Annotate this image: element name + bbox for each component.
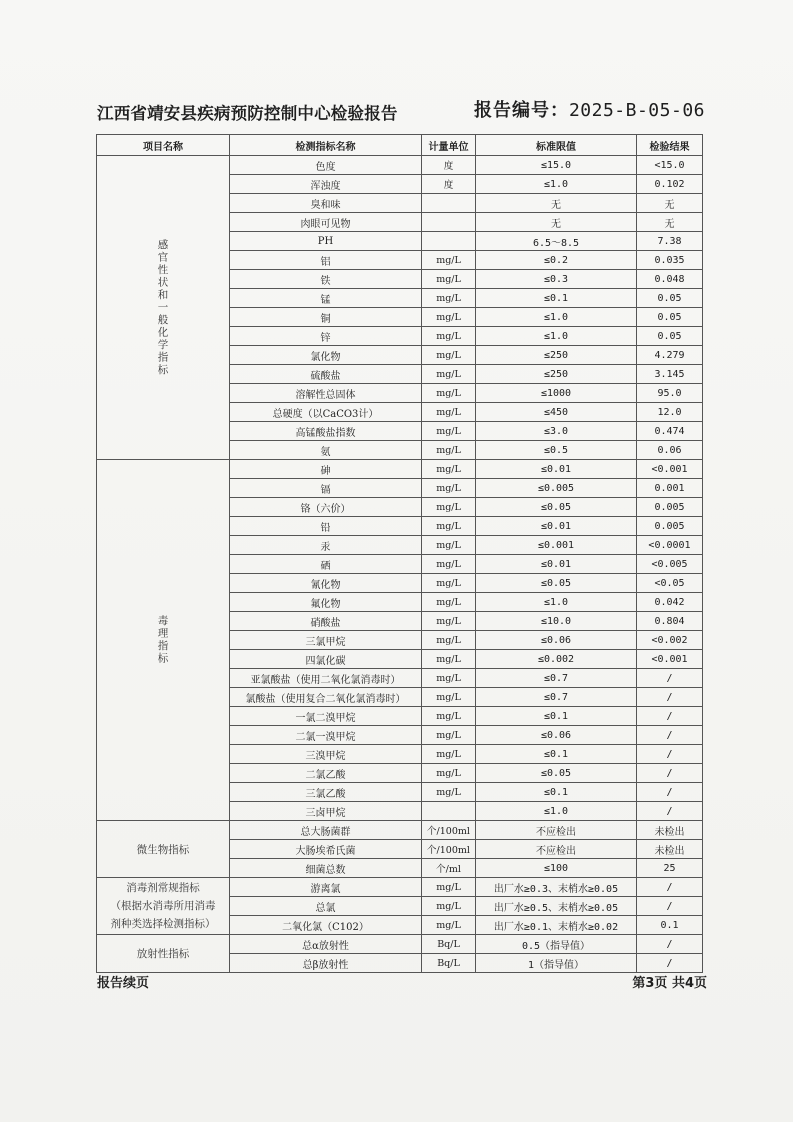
indicator-cell: 细菌总数	[230, 859, 422, 878]
unit-cell: Bq/L	[422, 954, 476, 973]
unit-cell: mg/L	[422, 479, 476, 498]
standard-cell: ≤0.5	[476, 441, 637, 460]
standard-cell: 不应检出	[476, 840, 637, 859]
result-cell: 0.1	[637, 916, 703, 935]
standard-cell: ≤0.01	[476, 517, 637, 536]
result-cell: /	[637, 745, 703, 764]
indicator-cell: 汞	[230, 536, 422, 555]
indicator-cell: 四氯化碳	[230, 650, 422, 669]
indicator-cell: 溶解性总固体	[230, 384, 422, 403]
standard-cell: ≤15.0	[476, 156, 637, 175]
unit-cell: mg/L	[422, 916, 476, 935]
indicator-cell: 铁	[230, 270, 422, 289]
result-cell: /	[637, 878, 703, 897]
unit-cell: mg/L	[422, 422, 476, 441]
unit-cell: mg/L	[422, 460, 476, 479]
result-cell: /	[637, 726, 703, 745]
standard-cell: ≤100	[476, 859, 637, 878]
indicator-cell: 臭和味	[230, 194, 422, 213]
standard-cell: ≤250	[476, 365, 637, 384]
standard-cell: ≤1.0	[476, 175, 637, 194]
indicator-cell: 肉眼可见物	[230, 213, 422, 232]
result-cell: 0.042	[637, 593, 703, 612]
unit-cell: 个/100ml	[422, 821, 476, 840]
unit-cell: mg/L	[422, 270, 476, 289]
unit-cell: mg/L	[422, 498, 476, 517]
result-cell: 无	[637, 213, 703, 232]
col-header-project: 项目名称	[97, 135, 230, 156]
standard-cell: ≤1.0	[476, 802, 637, 821]
result-cell: /	[637, 897, 703, 916]
table-header-row	[97, 135, 703, 156]
result-cell: <0.001	[637, 650, 703, 669]
report-title: 江西省靖安县疾病预防控制中心检验报告	[97, 104, 398, 123]
standard-cell: ≤0.05	[476, 764, 637, 783]
unit-cell: mg/L	[422, 878, 476, 897]
result-cell: 0.048	[637, 270, 703, 289]
standard-cell: ≤250	[476, 346, 637, 365]
unit-cell: mg/L	[422, 346, 476, 365]
unit-cell: mg/L	[422, 251, 476, 270]
indicator-cell: 硒	[230, 555, 422, 574]
indicator-cell: 镉	[230, 479, 422, 498]
standard-cell: ≤0.7	[476, 688, 637, 707]
table-row	[97, 156, 703, 175]
unit-cell: 个/ml	[422, 859, 476, 878]
indicator-cell: 氰化物	[230, 574, 422, 593]
result-cell: <0.05	[637, 574, 703, 593]
indicator-cell: 游离氯	[230, 878, 422, 897]
result-cell: 12.0	[637, 403, 703, 422]
indicator-cell: 铬（六价）	[230, 498, 422, 517]
indicator-cell: 铜	[230, 308, 422, 327]
standard-cell: ≤0.002	[476, 650, 637, 669]
category-line: 剂种类选择检测指标）	[110, 918, 216, 930]
category-line: 消毒剂常规指标	[126, 882, 200, 894]
result-cell: <0.001	[637, 460, 703, 479]
result-cell: 7.38	[637, 232, 703, 251]
result-cell: /	[637, 954, 703, 973]
result-cell: 无	[637, 194, 703, 213]
indicator-cell: 亚氯酸盐（使用二氧化氯消毒时）	[230, 669, 422, 688]
unit-cell: mg/L	[422, 764, 476, 783]
result-cell: 0.001	[637, 479, 703, 498]
unit-cell: mg/L	[422, 555, 476, 574]
standard-cell: ≤0.3	[476, 270, 637, 289]
unit-cell: mg/L	[422, 327, 476, 346]
category-cell: 放射性指标	[97, 935, 230, 973]
indicator-cell: 总β放射性	[230, 954, 422, 973]
standard-cell: 无	[476, 213, 637, 232]
indicator-cell: 锰	[230, 289, 422, 308]
standard-cell: ≤0.1	[476, 745, 637, 764]
indicator-cell: 二氯乙酸	[230, 764, 422, 783]
standard-cell: 出厂水≥0.3、末梢水≥0.05	[476, 878, 637, 897]
result-cell: /	[637, 688, 703, 707]
report-number	[474, 96, 705, 122]
category-line: （根据水消毒所用消毒	[110, 900, 216, 912]
indicator-cell: 二氯一溴甲烷	[230, 726, 422, 745]
standard-cell: ≤1.0	[476, 593, 637, 612]
standard-cell: ≤10.0	[476, 612, 637, 631]
indicator-cell: 砷	[230, 460, 422, 479]
indicator-cell: 铅	[230, 517, 422, 536]
report-footer	[97, 972, 707, 990]
report-number-label: 报告编号：	[473, 100, 569, 121]
unit-cell	[422, 194, 476, 213]
standard-cell: ≤0.05	[476, 574, 637, 593]
result-cell: 25	[637, 859, 703, 878]
indicator-cell: 色度	[230, 156, 422, 175]
unit-cell: mg/L	[422, 308, 476, 327]
standard-cell: 出厂水≥0.5、末梢水≥0.05	[476, 897, 637, 916]
standard-cell: ≤0.05	[476, 498, 637, 517]
result-cell: /	[637, 935, 703, 954]
indicator-cell: 总氯	[230, 897, 422, 916]
category-cell: 毒理指标	[97, 460, 230, 821]
indicator-cell: 氨	[230, 441, 422, 460]
unit-cell: mg/L	[422, 745, 476, 764]
table-row	[97, 878, 703, 897]
col-header-result: 检验结果	[637, 135, 703, 156]
unit-cell: mg/L	[422, 536, 476, 555]
result-cell: 0.05	[637, 327, 703, 346]
col-header-standard: 标准限值	[476, 135, 637, 156]
report-header	[97, 96, 707, 122]
result-cell: 0.035	[637, 251, 703, 270]
result-cell: <0.0001	[637, 536, 703, 555]
unit-cell: mg/L	[422, 650, 476, 669]
unit-cell: mg/L	[422, 897, 476, 916]
unit-cell	[422, 213, 476, 232]
standard-cell: ≤0.1	[476, 707, 637, 726]
standard-cell: ≤0.01	[476, 460, 637, 479]
result-cell: 0.005	[637, 517, 703, 536]
result-cell: 未检出	[637, 821, 703, 840]
result-cell: 0.05	[637, 289, 703, 308]
indicator-cell: 高锰酸盐指数	[230, 422, 422, 441]
standard-cell: 6.5～8.5	[476, 232, 637, 251]
indicator-cell: 硫酸盐	[230, 365, 422, 384]
result-cell: /	[637, 764, 703, 783]
unit-cell: mg/L	[422, 441, 476, 460]
indicator-cell: 总α放射性	[230, 935, 422, 954]
table-row	[97, 821, 703, 840]
result-cell: 0.102	[637, 175, 703, 194]
standard-cell: 无	[476, 194, 637, 213]
indicator-cell: 浑浊度	[230, 175, 422, 194]
category-cell: 感官性状和一般化学指标	[97, 156, 230, 460]
table-row	[97, 935, 703, 954]
result-cell: 未检出	[637, 840, 703, 859]
indicator-cell: 氯化物	[230, 346, 422, 365]
unit-cell: mg/L	[422, 631, 476, 650]
unit-cell: mg/L	[422, 726, 476, 745]
standard-cell: 出厂水≥0.1、末梢水≥0.02	[476, 916, 637, 935]
indicator-cell: 大肠埃希氏菌	[230, 840, 422, 859]
table-row	[97, 460, 703, 479]
standard-cell: 1（指导值）	[476, 954, 637, 973]
result-cell: 0.474	[637, 422, 703, 441]
indicator-cell: 一氯二溴甲烷	[230, 707, 422, 726]
unit-cell: mg/L	[422, 707, 476, 726]
result-cell: 0.005	[637, 498, 703, 517]
footer-page-number: 第3页 共4页	[632, 976, 707, 991]
unit-cell: mg/L	[422, 612, 476, 631]
indicator-cell: 三氯乙酸	[230, 783, 422, 802]
indicator-cell: 三卤甲烷	[230, 802, 422, 821]
table-body	[97, 156, 703, 973]
indicator-cell: 三溴甲烷	[230, 745, 422, 764]
indicator-cell: 锌	[230, 327, 422, 346]
standard-cell: ≤0.2	[476, 251, 637, 270]
unit-cell: 个/100ml	[422, 840, 476, 859]
indicator-cell: 氟化物	[230, 593, 422, 612]
standard-cell: ≤0.01	[476, 555, 637, 574]
unit-cell: 度	[422, 175, 476, 194]
unit-cell: mg/L	[422, 669, 476, 688]
standard-cell: ≤0.1	[476, 783, 637, 802]
report-number-value: 2025-B-05-06	[568, 100, 705, 121]
result-cell: /	[637, 783, 703, 802]
result-cell: <0.002	[637, 631, 703, 650]
indicator-cell: 总硬度（以CaCO3计）	[230, 403, 422, 422]
result-cell: 0.06	[637, 441, 703, 460]
standard-cell: ≤1.0	[476, 327, 637, 346]
indicator-cell: 总大肠菌群	[230, 821, 422, 840]
standard-cell: ≤0.06	[476, 631, 637, 650]
unit-cell	[422, 802, 476, 821]
result-cell: <0.005	[637, 555, 703, 574]
col-header-unit: 计量单位	[422, 135, 476, 156]
standard-cell: ≤0.06	[476, 726, 637, 745]
unit-cell: mg/L	[422, 365, 476, 384]
result-cell: 95.0	[637, 384, 703, 403]
standard-cell: ≤1.0	[476, 308, 637, 327]
category-cell	[97, 878, 230, 935]
result-cell: /	[637, 669, 703, 688]
unit-cell: mg/L	[422, 517, 476, 536]
standard-cell: ≤0.001	[476, 536, 637, 555]
footer-continuation: 报告续页	[97, 976, 150, 991]
category-cell: 微生物指标	[97, 821, 230, 878]
result-cell: /	[637, 707, 703, 726]
unit-cell: mg/L	[422, 384, 476, 403]
indicator-cell: 硝酸盐	[230, 612, 422, 631]
result-cell: <15.0	[637, 156, 703, 175]
results-table	[96, 134, 703, 973]
result-cell: /	[637, 802, 703, 821]
indicator-cell: 氯酸盐（使用复合二氧化氯消毒时）	[230, 688, 422, 707]
standard-cell: ≤1000	[476, 384, 637, 403]
unit-cell: mg/L	[422, 403, 476, 422]
result-cell: 0.804	[637, 612, 703, 631]
indicator-cell: 二氧化氯（C102）	[230, 916, 422, 935]
result-cell: 4.279	[637, 346, 703, 365]
unit-cell: mg/L	[422, 593, 476, 612]
unit-cell: 度	[422, 156, 476, 175]
standard-cell: ≤3.0	[476, 422, 637, 441]
standard-cell: ≤0.1	[476, 289, 637, 308]
standard-cell: 0.5（指导值）	[476, 935, 637, 954]
indicator-cell: 铝	[230, 251, 422, 270]
col-header-indicator: 检测指标名称	[230, 135, 422, 156]
standard-cell: ≤0.005	[476, 479, 637, 498]
indicator-cell: PH	[230, 232, 422, 251]
unit-cell: Bq/L	[422, 935, 476, 954]
unit-cell	[422, 232, 476, 251]
standard-cell: 不应检出	[476, 821, 637, 840]
standard-cell: ≤450	[476, 403, 637, 422]
result-cell: 3.145	[637, 365, 703, 384]
unit-cell: mg/L	[422, 289, 476, 308]
standard-cell: ≤0.7	[476, 669, 637, 688]
unit-cell: mg/L	[422, 574, 476, 593]
indicator-cell: 三氯甲烷	[230, 631, 422, 650]
unit-cell: mg/L	[422, 688, 476, 707]
unit-cell: mg/L	[422, 783, 476, 802]
result-cell: 0.05	[637, 308, 703, 327]
